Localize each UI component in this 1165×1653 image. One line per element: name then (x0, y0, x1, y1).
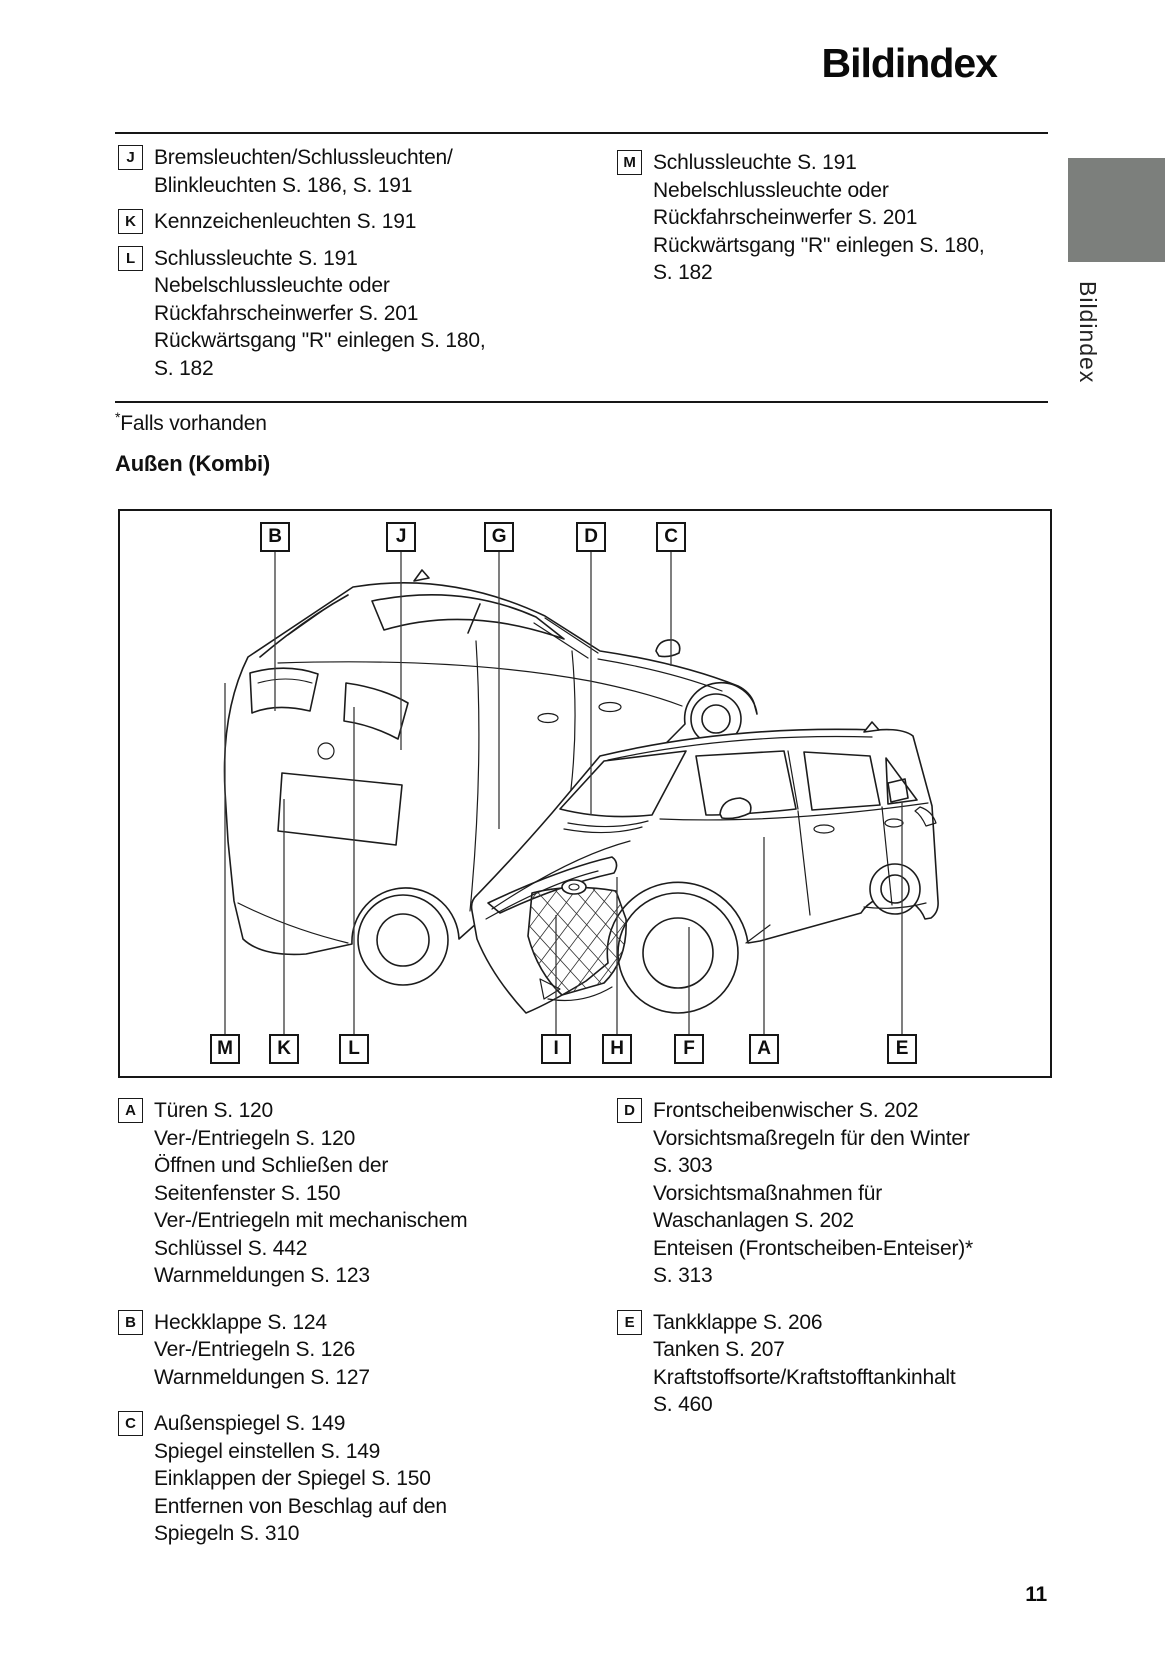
legend-item-b (118, 1309, 593, 1392)
top-index-left-column (118, 144, 588, 391)
legend-right-column (617, 1097, 1057, 1438)
car-line-art (120, 511, 1050, 1076)
legend-left-column (118, 1097, 593, 1567)
marker-box-j: J (118, 145, 143, 170)
callout-label-k: K (269, 1034, 299, 1064)
footnote: *Falls vorhanden (115, 409, 267, 435)
marker-box-m: M (617, 150, 642, 175)
index-item-l (118, 245, 588, 383)
legend-item-text: Heckklappe S. 124 Ver-/Entriegeln S. 126 Warnmeldungen S. 127 (154, 1310, 370, 1389)
index-item-m (617, 149, 1047, 287)
legend-item-a (118, 1097, 593, 1290)
callout-label-g: G (484, 522, 514, 552)
callout-label-h: H (602, 1034, 632, 1064)
legend-item-text: Türen S. 120 Ver-/Entriegeln S. 120 Öffnen und Schließen der Seitenfenster S. 150 Ver-/Entriegeln mit mechanischem Schlüssel S. 442 Warnmeldungen S. 123 (154, 1099, 468, 1287)
marker-box-c: C (118, 1411, 143, 1436)
index-item-k (118, 208, 588, 236)
top-index-right-column (617, 149, 1047, 296)
page-title: Bildindex (821, 40, 997, 86)
divider-top (115, 132, 1048, 134)
callout-label-d: D (576, 522, 606, 552)
index-item-text: Bremsleuchten/Schlussleuchten/ Blinkleuchten S. 186, S. 191 (154, 146, 453, 197)
chapter-tab-label: Bildindex (1075, 281, 1101, 384)
marker-box-l: L (118, 246, 143, 271)
page-number: 11 (1025, 1583, 1047, 1606)
marker-box-d: D (617, 1098, 642, 1123)
callout-label-i: I (541, 1034, 571, 1064)
legend-item-text: Frontscheibenwischer S. 202 Vorsichtsmaßregeln für den Winter S. 303 Vorsichtsmaßnahmen für Waschanlagen S. 202 Enteisen (Frontscheiben-Enteiser)* S. 313 (653, 1099, 974, 1287)
divider-mid (115, 401, 1048, 403)
index-item-text: Schlussleuchte S. 191 Nebelschlussleuchte oder Rückfahrscheinwerfer S. 201 Rückwärtsgang "R" einlegen S. 180, S. 182 (653, 151, 985, 284)
callout-label-m: M (210, 1034, 240, 1064)
index-item-j (118, 144, 588, 199)
callout-label-e: E (887, 1034, 917, 1064)
footnote-asterisk: * (115, 409, 121, 425)
chapter-tab-marker (1068, 158, 1165, 262)
exterior-diagram (118, 509, 1052, 1078)
callout-label-a: A (749, 1034, 779, 1064)
marker-box-b: B (118, 1310, 143, 1335)
callout-label-l: L (339, 1034, 369, 1064)
legend-item-d (617, 1097, 1057, 1290)
legend-item-c (118, 1410, 593, 1548)
index-item-text: Kennzeichenleuchten S. 191 (154, 210, 417, 233)
callout-label-c: C (656, 522, 686, 552)
marker-box-e: E (617, 1310, 642, 1335)
legend-item-text: Tankklappe S. 206 Tanken S. 207 Kraftstoffsorte/Kraftstofftankinhalt S. 460 (653, 1310, 956, 1416)
legend-item-text: Außenspiegel S. 149 Spiegel einstellen S. 149 Einklappen der Spiegel S. 150 Entfernen von Beschlag auf den Spiegeln S. 310 (154, 1412, 447, 1545)
index-item-text: Schlussleuchte S. 191 Nebelschlussleuchte oder Rückfahrscheinwerfer S. 201 Rückwärtsgang "R" einlegen S. 180, S. 182 (154, 246, 486, 380)
callout-label-j: J (386, 522, 416, 552)
marker-box-k: K (118, 209, 143, 234)
legend-item-e (617, 1309, 1057, 1419)
marker-box-a: A (118, 1098, 143, 1123)
callout-label-f: F (674, 1034, 704, 1064)
section-heading: Außen (Kombi) (115, 451, 271, 476)
callout-label-b: B (260, 522, 290, 552)
